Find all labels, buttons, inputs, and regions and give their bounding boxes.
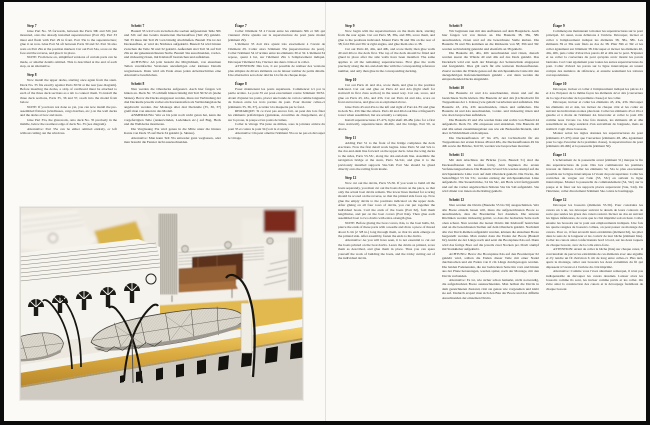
step-heading: Step 9 — [345, 24, 355, 28]
instruction-paragraph: Die Bauteile 40, 40a, 40b ausschneiden und ritzen, danach werden zuerst die Wände 40 und 40a auf das Deck geklebt. Das Deckdach wird erst nach der Montage der Seitenwände eingepasst und festgeklebt. Dies gilt auch für alle weiteren Decksaufbauten. Zuerst werden die Wände genau auf die strichpunktierte Linie mit den dazugehörigen Referenznummern geklebt - erst dann werden die entsprechenden Decks eingeklebt. — [442, 51, 539, 82]
instruction-column-left-french — [228, 24, 325, 144]
instruction-paragraph: ATTENTION: Dès lors, il est possible de réaliser des versions plus simples de divers éléments ou de laisser tomber de petits détails. Une alternative sera donc décrite à la fin de chaque étape. — [228, 64, 325, 78]
instruction-column-left-german — [124, 24, 221, 144]
step-heading: Step 7 — [27, 24, 37, 28]
instruction-paragraph: Now begin with the superstructures on the main deck, starting from the rear again. Cut out Parts 38, 38a, and 38b, score them, and glue to the positions indicated. Mount Parts 39 and 39a on the rear of 38; fold 39b and 39c at right angles, and glue them also to 38. — [338, 28, 435, 47]
left-page-columns — [20, 24, 325, 144]
instruction-paragraph: Alternative: Comme vous l'avez sûrement remarqué, il n'est pas indispensable de découper les canots dessinés. Laisser alors les bossoirs comme ils sont, les inciser comme prévu et les coller. On évite ainsi la construction des canots et le découpage fastidieux de chaque bossoir. — [546, 269, 643, 291]
instruction-paragraph: Install superstructures 47-47b, light shaft 48-48a (also for a first class stairwell), superstructures 49-49b, and the bridge, Part 50, as above. — [338, 117, 435, 131]
instruction-paragraph: Glue Parts 45 and 45a to the left and right of Part 44. Fit and glue in deck No. 45b like the others. Parts 46 and 46a look like a lifeguard's tower when assembled, but are actually a compass. — [338, 104, 435, 118]
instruction-paragraph: Coller le vitrage 35a juste au milieu, sous la jointure arrière du pont 35 et contre le pont 34 (voir le croquis). — [228, 122, 325, 131]
instruction-paragraph: Bauteil 33 wird vorn zwischen die soeben aufgesetzten Teile 30b und 32b auf den bereits montierten Decksaufbau (Teil 29) geklebt. Teil 33 muss mit Teil 29 vorn bündig abschließen. Bauteil 33a ist der Decksaufbau, er wird als Nächstes aufgeklebt. Bauteil 34 wird hinten zwischen die Teile 30 und 32 geklebt. Außerdem sitzt Teil 34 auf Teil 29a an der gekennzeichneten Stelle. Bauteil 34a ausschneiden, vorder- und rückseitig ritzen, mit Klebstoff bestreichen und aufkleben. — [124, 28, 221, 60]
step-heading: Schritt 12 — [449, 198, 465, 203]
ship-model-photo — [20, 207, 303, 400]
instruction-paragraph: Poser maintenant les ponts supérieurs. Commencer ici par la partie arrière. Le pont 35 est posé exactement contre l'élément 30/32. Avant d'ajuster les ponts, placer une bande de carton comme languette de liaison entre les trois parties du pont. Pour monter celles-ci (éléments 35, 36, 37), accéder à la maquette par le fond. — [228, 87, 325, 109]
instruction-paragraph: Glue Part No. 33 forwards, between the Parts 30b and 32b just mounted, onto the already installed superstructure (Part 29). Part 33 must end flush with Part 29 in front. Part 33a is the superstructure; glue it on now. Glue Part 34 aft between Parts 30 and 32. Part 34 also rests on Part 29a at the position marked. Cut out Part 34a, score on the face and the reverse, and glue it in place. — [20, 28, 117, 56]
instruction-column-right-german — [442, 24, 539, 300]
instruction-paragraph: L'élément 33 doit être ajusté très exactement à l'avant de l'élément 29. Coller alors l'élément 33a (superstructure du pont). Coller l'élément 34 à l'arrière entre les éléments 30 et 32. L'élément 34 repose, quant à lui, sur l'élément 29a à l'emplacement indiqué. Découper l'élément 34a, l'inciser des deux côtés et le coller. — [228, 42, 325, 64]
instruction-paragraph: Die Bauteile 45 und 45a werden links und rechts von Bauteil 44 aufgeklebt. Deck Nr. 45b einpassen und einkleben. Die Bauteile 46 und 46a sehen zusammengebaut aus wie ein Badeaufsichtsturm, sind aber in Wirklichkeit ein Kompass. — [442, 117, 539, 136]
right-page-columns — [338, 24, 643, 300]
instruction-paragraph: Monter selon les règles données les superstructures du pont (éléments 47-47b) ainsi que l'ouverture (éléments 48, 48a, également pour la cage d'escalier de la première classe), la superstructure du pont (éléments 49-49b) et la passerelle (élément 50). — [546, 131, 643, 149]
instruction-paragraph: Die Decksaufbauten 47 bis 47b, der Lichtschacht für ein Treppenhaus der ersten Klasse 48 und 48a, die Decksaufbauten 49 bis 49b sowie die Brücke, Teil 50, werden wie besprochen montiert. — [442, 135, 539, 149]
step-heading: Schritt 10 — [449, 86, 465, 91]
instruction-paragraph: ANMERKUNG: Wer es bis jetzt noch nicht getan hat, kann die vorgefertigten Teile (Ankerwinden, Ladeluken etc.) auf Bug, Heck und die Welldecks montieren. — [124, 113, 221, 127]
instruction-paragraph: Mit dem Abschluss der Brücke (vorn, Bauteil 51) sind die Decksaufbauten im Großen fertig. Jetzt beginnen die ersten Verfeinerungsarbeiten. Die Bauteile 52 und 52a werden stumpf auf die strichpunktierte Linie vorn auf dem Oberdeck geklebt. Die Nocks, die Seitenflügel 53 bis 53c, werden entlang der strichpunktierten Linie aufgeklebt. Die Steuerbrücke, 54 bis 54c, am Heck wird fertiggestellt und auf die vorher angebrachten Stützen 54a bis 54d aufgeklebt. 54e wird direkt von innen an die Reling geklebt. — [442, 158, 539, 194]
instruction-paragraph: Adding Part 51 to the front of the bridge completes the deck erections. Now the first detail work begins. Glue Parts 52 and 52a to the dot-and-dash line forward on the upper deck. Glue the wing decks to the sides, Parts 53-53c, along the dot-and-dash line. Assemble the navigation bridge at the stern, Parts 54-54c, and glue it to the previously installed supports 54a-54d. Part 54e should be glued directly onto the railing from inside. — [338, 140, 435, 172]
step-heading: Étape 7 — [235, 24, 247, 28]
step-heading: Schritt 11 — [449, 153, 464, 158]
instruction-paragraph: Découper, inciser et coller les éléments 43, 43a, 43b. Découper les éléments 44 et 44a, les inciser de chaque côté et les coller en suivant les indications notées plus haut. Coller les éléments 45 et 45a à gauche et à droite de l'élément 44. Intercaler et coller le pont 45b comme nous l'avons vu. Une fois montés, les éléments 46 et 46a ressemblent au siège surélevé d'un surveillant de baignade, mais en réalité il s'agit d'une boussole. — [546, 100, 643, 131]
instruction-paragraph: Die Bauteile 41 und 41a ausschneiden, ritzen und auf die bezeichnete Stelle kleben. Die Bauteile 42 und 42a (Lichtschacht für Treppenhaus der 1. Klasse) wie gehabt verarbeiten und aufkleben. Die Bauteile 43, 43a, 43b ausschneiden, ritzen und aufkleben. Die Bauteile 44 und 44a ausschneiden, vorder- und rückseitig ritzen und wie oben besprochen aufkleben. — [442, 91, 539, 118]
step-heading: Schritt 9 — [449, 24, 463, 28]
instruction-paragraph: Alternative: Man kann Teil 35a entweder ganz weglassen, oder man braucht die Fenster nicht auszuschneiden. — [124, 135, 221, 144]
instruction-paragraph: NOTE: From here on, simplified versions of certain parts can be made, or smaller details omitted. This is described at the end of each step, as an alternative. — [20, 55, 117, 69]
instruction-paragraph: Cut out Parts 40, 40a, and 40b, and score them; then glue walls 40 and 40a to the deck first. The top of the deck should be fitted and glued in place after the side walls have been installed. The same applies to all the remaining superstructures. First glue the walls precisely along the dot-and-dash line with the corresponding reference number, and only then glue in the corresponding decking. — [338, 46, 435, 73]
ship-model-photo-art — [20, 207, 303, 400]
instruction-paragraph: Coller l'élément 33 à l'avant entre les éléments 30b et 32b qui viennent d'être ajustés sur la superstructure du pont juste monté (élément 29). — [228, 28, 325, 42]
instruction-paragraph: Alternative: Part 35a can be either omitted entirely, or left without cutting out the windows. — [20, 126, 117, 136]
step-heading: Étape 12 — [553, 198, 567, 203]
instruction-paragraph: Now install the upper decks, starting once again from the stern. Deck No. 35 fits exactly against Parts 30/32 at the rear (see diagram). Before inserting the decks, a strip of cardboard must be attached to each of the three deck sections as a tab to connect them. To install the three deck sections, Parts 35, 36 and 37, reach into the model from below. — [20, 78, 117, 105]
step-heading: Schritt 7 — [131, 24, 145, 28]
step-heading: Étape 10 — [553, 82, 567, 87]
instruction-paragraph: L'achèvement de la passerelle avant (élément 51) marque la fin des superstructures du pont. Dès lors commencent les premiers travaux de finition. Coller les éléments 52, 52a le plus exactement possible sur la ligne interrompue à l'avant du pont supérieur. Coller les corniches de vergue sur l'aile (53, 53c) en suivant la ligne interrompue. Monter la passerelle de commandement (54, 54c) sur la poupe et la fixer sur les supports placés auparavant (54a, 54d). De l'intérieur, coller directement l'élément 54e contre le bastingage. — [546, 158, 643, 194]
instruction-paragraph: Alternative: Es ist, wie sicher schon bemerkt, nicht notwendig, die aufgedruckten Boote auszuschneiden. Man belässt die Davits in dem gezeichneten Zustand, ritzt sie genau wie vorgesehen und klebt sie auf. Dadurch erspart man sich den Bau der Boote und das diffizile Ausschneiden der einzelnen Davits. — [442, 278, 539, 300]
instruction-paragraph: Cut out Parts 41 and 41a, score them, and glue to the position indicated. Cut out and glue on Parts 42 and 42a (light shaft for stairwell in first class section) in the usual way. Cut out, score, and glue on Parts 43, 43a, and 43b. Cut out Parts 44 and 44a, score on front and reverse, and glue on as explained above. — [338, 82, 435, 105]
railing-panel — [158, 213, 178, 295]
red-panel — [263, 209, 297, 233]
instruction-column-right-french — [546, 24, 643, 300]
instruction-paragraph: Nun werden die Davits (Bauteile 55 bis 56) ausgeschnitten. Wer alle Boote einzeln bauen will, muss die aufgezeichneten Boote so ausschneiden, dass die Bootskräne frei dastehen. Die unteren Ritzlinien werden rückseitig geritzt, so dass die bedruckte Seite nach oben schaut. Nun werden die leeren Davits mit Klebstoff bestrichen und an die bezeichneten Stellen auf dem Oberdeck geklebt. Nachdem alle vier Davit-Reihen aufgeklebt wurden, können die einzelnen Boote hergestellt werden. Man rundet dazu die Enden der Boote (Bauteil 62), knickt sie der Länge nach und setzt die Bootsplane 64a auf. Dann wird das fertige Boot auf die jeweils zwei Nocken pro Davit stumpf mit Starkkleber aufgeklebt. — [442, 203, 539, 252]
instruction-paragraph: Découper les bossoirs (éléments 55-56). Pour construire les canots un à un, les découper suivant le dessin de leurs contours de sorte que seules les grues des canots restent. Inciser au dos en suivant les lignes inférieures, de sorte que le côté imprimé soit en haut. Coller ensuite les bossoirs sur le pont aux emplacements indiqués. Une fois les quatre rangées de bossoirs collées, on peut passer au montage des canots. Pour ce, il faut arrondir leurs extrémités (élément 62), les plier dans le sens de la longueur et les couvrir de leur bâche (élément 64a). Coller les canots ainsi confectionnés bord à bord, sur les deux taquets de chaque bossoir, avec de la colle extra-forte. — [546, 203, 643, 247]
step-heading: Étape 11 — [553, 153, 567, 158]
instruction-paragraph: Wir beginnen nun mit den Aufbauten auf dem Hauptdeck. Auch hier fangen wir von hinten an. Die Bauteile 38, 38a, 38b ausschneiden, ritzen und auf die bezeichnete Stelle kleben. Die Bauteile 39 und 39a kommen an die Rückseite von 38; 39b und 39c werden rechtwinklig geknickt und ebenfalls an 38 geklebt. — [442, 28, 539, 51]
railing-panel — [288, 237, 303, 291]
page-spine-divider — [325, 2, 326, 421]
instruction-paragraph: ACHTUNG: Bevor die Bootsplane 64a auf den Bootskörper 62 geklebt wird, sollten die Enden dieser Teile mit einer Nadel durchstochen und ein Faden von 6 cm Länge durchgezogen werden. Die beiden Fadenenden, die zur bedruckten Seite hin vorn und hinten aus der Plane herausragen, werden später, nach der Montage, mit den Davits verbunden. — [442, 251, 539, 278]
instruction-paragraph: Alternative: As you will have seen, it is not essential to cut out the boats printed on the boat davits. Leave the davits as printed, score them as described, and glue them in place. Thus you can spare yourself the work of building the boats, and the tricky cutting out of the individual davits. — [338, 238, 435, 260]
instruction-paragraph: Nun werden die Oberdecks aufgesetzt. Auch hier fangen wir hinten an. Deck Nr. 35 schließt hinten bündig mit Teil 30/32 ab (siehe Skizze). Bevor die Decks eingepasst werden, muss zur Verbindung der drei Deckteile jeweils vorher ein Kartonstreifen als Verbindungslasche angebracht werden. Zur Montage aller drei Deckteile (35, 36, 37) greift man von unten in das Modell. — [124, 87, 222, 114]
step-heading: Step 8 — [27, 73, 37, 78]
instruction-paragraph: Glue Part 35a, the glasswork, onto deck No. 35 precisely in the middle, below the rearmost edge of deck No. 35 (see diagram). — [20, 117, 117, 127]
porthole — [225, 242, 232, 249]
porthole — [267, 238, 273, 244]
instruction-column-right-english — [338, 24, 435, 300]
instruction-column-left-english — [20, 24, 117, 144]
instruction-paragraph: Die Verglasung 35a wird genau in die Mitte unter die hintere Kante von Deck 35 auf Deck 34 geklebt (s. Skizze). — [124, 126, 221, 136]
step-heading: Step 12 — [345, 176, 357, 181]
step-heading: Schritt 8 — [131, 82, 145, 87]
instruction-paragraph: ATTENTION: Avant de coller la bâche (64a) sur chaque canot, il conviendrait de percer les extrémités de ces éléments avec une aiguille et d'y tendre un fil d'environ 6 cm de long entre celles-ci. Plus tard, après le montage, relier aux bossoirs les deux extrémités du fil qui dépassent à l'avant et à l'arrière du côté imprimé. — [546, 247, 643, 269]
instruction-paragraph: Alternative: On peut omettre l'élément 35a ou ne pas en découper le vitrage. — [228, 131, 325, 140]
instruction-paragraph: REMARQUE: Si ce n'est pas encore fait, on peut dès lors fixer les éléments préfabriqués (guindeau, écoutilles de chargement, etc.) sur la proue, la poupe et les ponts de lames. — [228, 109, 325, 122]
instruction-paragraph: Découper, inciser et coller à l'emplacement indiqué les pièces 41 et 41a. Préparer de la même façon les éléments 42 et 42a (couverture de la cage d'escalier de la première classe) et les coller. — [546, 87, 643, 100]
step-heading: Étape 9 — [553, 24, 565, 28]
step-heading: Step 10 — [345, 77, 357, 82]
instruction-paragraph: ACHTUNG: Ab jetzt besteht die Möglichkeit, von einzelnen Teilen vereinfachte Versionen anzufertigen oder kleinere Details wegzulassen. Dazu wird am Ende eines jeden Arbeitsschrittes eine Alternative beschrieben. — [124, 59, 221, 78]
porthole — [182, 246, 189, 253]
step-heading: Step 11 — [345, 135, 357, 140]
instruction-paragraph: NOTE: Before gluing the boat covers, 64a, to the boat hulls, 62, pierce the ends of these parts with a needle and draw a piece of thread about 6 cm (2 3/8 in.) long through them, so that its ends emerge on the printed side. After assembly, fasten the ends to the davits. — [338, 220, 435, 238]
instruction-paragraph: Now cut out the davits, Parts 55-56. If you want to build all the boats separately, you must cut out the boats drawn on the piece, so that only the actual boat davits remain. The lower lines marked for scoring should be scored on the reverse, so that the printed side faces up. Now glue the empty davits to the positions indicated on the upper deck. After gluing on all four rows of davits, you can put together the individual boats. Curl the ends of the boats (Part 62), fold them lengthwise, and put on the boat covers (Part 64a). Then glue each assembled boat to two davits with extra-strength glue. — [338, 181, 435, 221]
step-heading: Étape 8 — [235, 82, 247, 87]
instruction-paragraph: NOTE: If you have not done so yet, you can now install the pre-assembled fixtures (windlasses, cargo hatches, etc.) on the well decks and the decks at bow and stern. — [20, 104, 117, 118]
instruction-paragraph: Commençons maintenant à monter les superstructures sur le pont principal. Ici aussi, nous débutons à l'arrière. Découper, inciser et coller à l'emplacement indiqué les éléments 38, 38a, 38b. Les éléments 39 et 39a sont fixés au dos de 38. Plier 39b et 39c et les coller également sur l'élément 38. Découper et inciser les éléments 40, 40a, 40b, puis coller d'abord les parois 40 et 40a sur le pont. N'ajuster et ne coller la couverture du pont qu'après avoir monté les parois latérales. Ceci vaut également pour toutes les autres superstructures du pont. Coller d'abord les parois sur la ligne interrompue en tenant compte des numéros de référence, et ensuite seulement les toitures correspondantes. — [546, 28, 643, 78]
